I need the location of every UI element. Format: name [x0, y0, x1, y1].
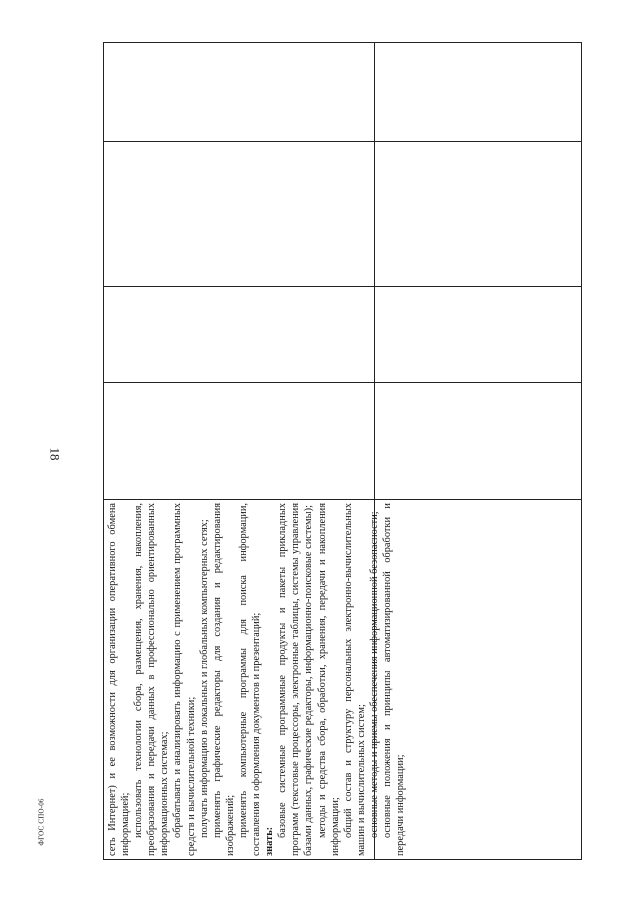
- cell-paragraph: применять компьютерные программы для поиска информации, составления и оформления документов и презентаций;: [237, 503, 263, 856]
- cell-paragraph: основные методы и приемы обеспечения информационной безопасности;: [368, 511, 380, 838]
- text-cell: [104, 499, 407, 860]
- cell-paragraph: общий состав и структуру персональных электронно-вычислительных машин и вычислительных систем;: [342, 503, 367, 856]
- cell-paragraph: использовать технологии сбора, размещения, хранения, накопления, преобразования и передачи данных в профессионально ориентированных информационных системах;: [133, 503, 171, 856]
- table-frame: [103, 42, 582, 860]
- cell-paragraph: основные положения и принципы автоматизированной обработки и передачи информации;: [381, 503, 407, 856]
- cell-paragraph: обрабатывать и анализировать информацию с применением программных средств и вычислительной техники;: [172, 503, 197, 856]
- footer-mark: ФГОС СПО-06: [37, 798, 46, 846]
- row-divider: [104, 141, 581, 142]
- section-heading: знать:: [264, 826, 276, 856]
- row-divider: [104, 382, 581, 383]
- cell-content: [104, 499, 407, 860]
- page-number: 18: [47, 447, 63, 461]
- cell-paragraph: методы и средства сбора, обработки, хранения, передачи и накопления информации;: [316, 503, 341, 856]
- row-divider: [104, 286, 581, 287]
- cell-paragraph: получать информацию в локальных и глобальных компьютерных сетях;: [198, 519, 210, 838]
- cell-paragraph: базовые системные программные продукты и пакеты прикладных программ (текстовые процессоры, электронные таблицы, системы управления базами данных, графические редакторы, информационно-поисковые системы);: [277, 503, 315, 856]
- cell-paragraph: сеть Интернет) и ее возможности для организации оперативного обмена информацией;: [107, 503, 132, 856]
- cell-paragraph: применять графические редакторы для создания и редактирования изображений;: [211, 503, 236, 856]
